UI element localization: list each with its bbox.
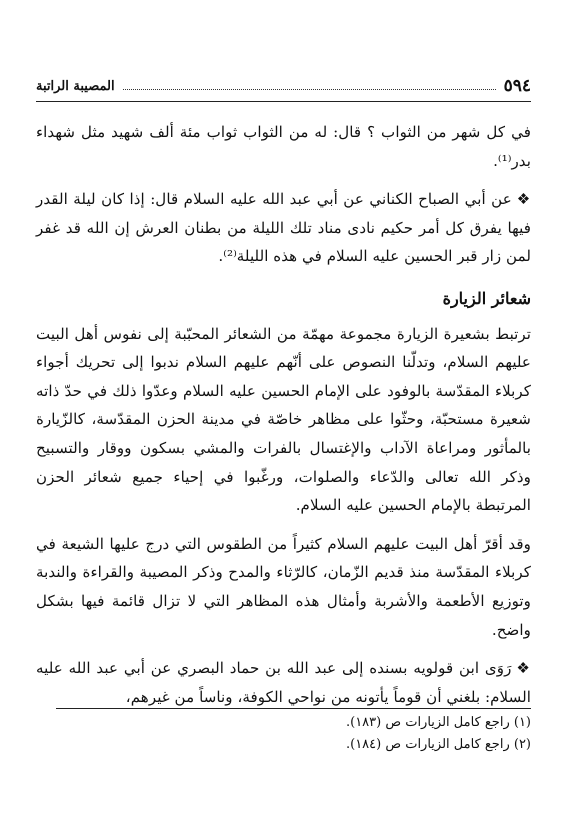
header-rule — [36, 101, 531, 102]
paragraph: ترتبط بشعيرة الزيارة مجموعة مهمّة من الشعائر المحبّبة إلى نفوس أهل البيت عليهم السلام، وتدلّنا النصوص على أنّهم عليهم السلام ندبوا إلى تحريك أجواء كربلاء المقدّسة بالوفود على الإمام الحسين عليه السلام وعدّوا ذلك في حدّ ذاته شعيرة مستحبّة، وحثّوا على مظاهر خاصّة في مدينة الحزن المقدّسة، كالزّيارة بالمأثور ومراعاة الآداب والإغتسال بالفرات والمشي بسكون ووقار والتسبيح وذكر الله تعالى والدّعاء والصلوات، ورغّبوا في إحياء جميع شعائر الحزن المرتبطة بالإمام الحسين عليه السلام. — [36, 324, 531, 515]
paragraph — [36, 654, 531, 711]
bullet-icon: ❖ — [516, 659, 532, 678]
footnote-separator — [56, 708, 531, 709]
bullet-icon: ❖ — [516, 190, 531, 209]
running-title: المصيبة الراتبة — [36, 78, 115, 94]
section-heading: شعائر الزيارة — [442, 288, 531, 308]
page-header — [36, 72, 531, 100]
paragraph: وقد أقرّ أهل البيت عليهم السلام كثيراً من الطقوس التي درج عليها الشيعة في كربلاء المقدّسة منذ قديم الزّمان، كالرّثاء والمدح وذكر المصيبة والقراءة والندبة وتوزيع الأطعمة والأشربة وأمثال هذه المظاهر التي لا تزال قائمة فيها بشكل واضح. — [36, 534, 531, 639]
paragraph-text: عن أبي الصباح الكناني عن أبي عبد الله عليه السلام قال: إذا كان ليلة القدر فيها يفرق كل أمر حكيم نادى مناد تلك الليلة من بطنان العرش إن الله قد غفر لمن زار قبر الحسين عليه السلام في هذه الليلة⁽²⁾. — [36, 190, 531, 266]
dotted-leader — [123, 89, 496, 90]
main-text — [36, 118, 531, 721]
footnote: (٢) راجع كامل الزيارات ص (١٨٤). — [345, 737, 531, 752]
paragraph — [36, 185, 531, 271]
page-number: ٥٩٤ — [503, 76, 531, 96]
footnotes — [36, 712, 531, 756]
paragraph: في كل شهر من الثواب ؟ قال: له من الثواب ثواب مئة ألف شهيد مثل شهداء بدر⁽¹⁾. — [36, 123, 531, 170]
footnote: (١) راجع كامل الزيارات ص (١٨٣). — [345, 715, 531, 730]
paragraph-text: رَوَى ابن قولويه بسنده إلى عبد الله بن حماد البصري عن أبي عبد الله عليه السلام: بلغني أن قوماً يأتونه من نواحي الكوفة، وناساً من غيرهم، — [36, 659, 531, 706]
